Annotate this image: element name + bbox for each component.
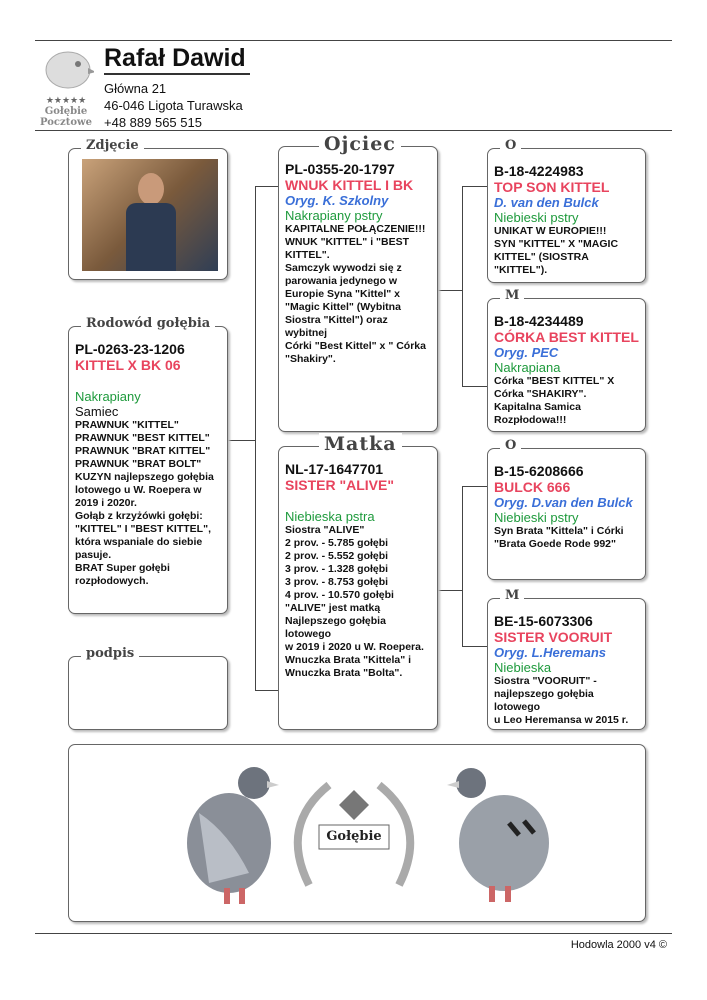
pigeon-color: Nakrapiany [75, 389, 141, 404]
photo-legend: Zdjęcie [81, 138, 144, 153]
ring-number: B-15-6208666 [494, 463, 584, 479]
father-legend: Ojciec [319, 133, 401, 155]
paternal-grandfather-box [487, 138, 646, 283]
connector [462, 386, 487, 387]
pigeon-origin: D. van den Bulck [494, 195, 599, 210]
pigeon-origin: Oryg. PEC [494, 345, 559, 360]
connector [228, 440, 255, 441]
pigeon-name: CÓRKA BEST KITTEL [494, 329, 639, 345]
ring-number: B-18-4234489 [494, 313, 584, 329]
subject-legend: Rodowód gołębia [81, 316, 215, 331]
connector [255, 186, 278, 187]
maternal-grandmother-box [487, 588, 646, 730]
mother-box [278, 433, 438, 730]
pigeon-origin: Oryg. L.Heremans [494, 645, 606, 660]
pigeon-color: Niebieska pstra [285, 509, 375, 524]
banner-logo-text: Gołębie [326, 829, 382, 844]
ring-number: NL-17-1647701 [285, 461, 384, 477]
maternal-grandfather-box [487, 438, 646, 580]
pigeon-description: Siostra "VOORUIT" - najlepszego gołębia lotowego u Leo Heremansa w 2015 r. [494, 675, 629, 726]
mother-legend: Matka [319, 433, 402, 455]
address-street: Główna 21 [104, 81, 167, 96]
pigeon-description: KAPITALNE POŁĄCZENIE!!! WNUK "KITTEL" i "BEST KITTEL". Samczyk wywodzi się z parowania jedynego w Europie Syna "Kittel" x "Magic Kittel" (Wybitna Siostra "Kittel") oraz wybitnej Córki "Best Kittel" x " Córka "Shakiry". [285, 223, 426, 365]
breeder-address [104, 80, 243, 131]
footer-rule [35, 933, 672, 934]
logo-stars: ★★★★★ [45, 95, 87, 105]
pigeon-right-image [439, 753, 559, 913]
pigeon-color: Niebieski pstry [494, 510, 579, 525]
signature-box [68, 646, 228, 730]
pigeon-name: WNUK KITTEL I BK [285, 177, 414, 193]
connector [438, 590, 462, 591]
subject-box [68, 316, 228, 614]
connector [462, 486, 463, 646]
pigeon-head-icon [38, 44, 94, 90]
pigeon-name: KITTEL X BK 06 [75, 357, 181, 373]
pigeon-name: TOP SON KITTEL [494, 179, 610, 195]
pigeon-name: SISTER VOORUIT [494, 629, 613, 645]
logo-text: Pocztowe [40, 117, 92, 128]
connector [462, 186, 463, 386]
footer-text: Hodowla 2000 v4 © [570, 939, 667, 951]
pigeon-color: Niebieski pstry [494, 210, 579, 225]
ring-number: PL-0263-23-1206 [75, 341, 185, 357]
pigeon-description: PRAWNUK "KITTEL" PRAWNUK "BEST KITTEL" PRAWNUK "BRAT KITTEL" PRAWNUK "BRAT BOLT" KUZYN najlepszego gołębia lotowego u W. Roepera w 2019 i 2020r. Gołąb z krzyżówki gołębi: "KITTEL" I "BEST KITTEL", która wspaniale do siebie pasuje. BRAT Super gołębi rozpłodowych. [75, 419, 214, 587]
pigeon-left-image [179, 753, 289, 913]
sire-legend: O [500, 138, 521, 153]
breeder-photo [82, 159, 218, 271]
connector [255, 690, 278, 691]
dam-legend: M [500, 588, 524, 603]
pigeon-description: Córka "BEST KITTEL" X Córka "SHAKIRY". Kapitalna Samica Rozpłodowa!!! [494, 375, 615, 426]
connector [462, 646, 487, 647]
connector [438, 290, 462, 291]
top-rule [35, 40, 672, 41]
pigeon-color: Niebieska [494, 660, 552, 675]
breeder-name: Rafał Dawid [104, 44, 250, 75]
pigeon-color: Nakrapiany pstry [285, 208, 383, 223]
pigeon-sex: Samiec [75, 404, 119, 419]
dove-icon [339, 790, 369, 820]
banner-box [68, 744, 646, 922]
pigeon-description: Siostra "ALIVE" 2 prov. - 5.785 gołębi 2 prov. - 5.552 gołębi 3 prov. - 1.328 gołębi 3 prov. - 8.753 gołębi 4 prov. - 10.570 gołębi "ALIVE" jest matką Najlepszego gołębia lotowego w 2019 i 2020 u W. Roepera. Wnuczka Brata "Kittela" i Wnuczka Brata "Bolta". [285, 524, 424, 679]
father-box [278, 133, 438, 432]
pigeon-color: Nakrapiana [494, 360, 561, 375]
pigeon-name: SISTER "ALIVE" [285, 477, 394, 493]
paternal-grandmother-box [487, 288, 646, 432]
phone: +48 889 565 515 [104, 115, 202, 130]
pigeon-description: UNIKAT W EUROPIE!!! SYN "KITTEL" X "MAGIC KITTEL" (SIOSTRA "KITTEL"). [494, 225, 619, 276]
pigeon-name: BULCK 666 [494, 479, 571, 495]
address-city: 46-046 Ligota Turawska [104, 98, 243, 113]
photo-box [68, 138, 228, 280]
ring-number: PL-0355-20-1797 [285, 161, 395, 177]
logo [35, 44, 97, 128]
pigeon-origin: Oryg. K. Szkolny [285, 193, 389, 208]
signature-legend: podpis [81, 646, 139, 661]
pigeon-description: Syn Brata "Kittela" i Córki "Brata Goede Rode 992" [494, 525, 624, 550]
logo-text: Gołębie [44, 106, 88, 117]
connector [462, 186, 487, 187]
ring-number: BE-15-6073306 [494, 613, 593, 629]
connector [255, 186, 256, 691]
pigeon-origin: Oryg. D.van den Bulck [494, 495, 633, 510]
connector [462, 486, 487, 487]
dam-legend: M [500, 288, 524, 303]
sire-legend: O [500, 438, 521, 453]
ring-number: B-18-4224983 [494, 163, 584, 179]
header-rule [35, 130, 672, 131]
